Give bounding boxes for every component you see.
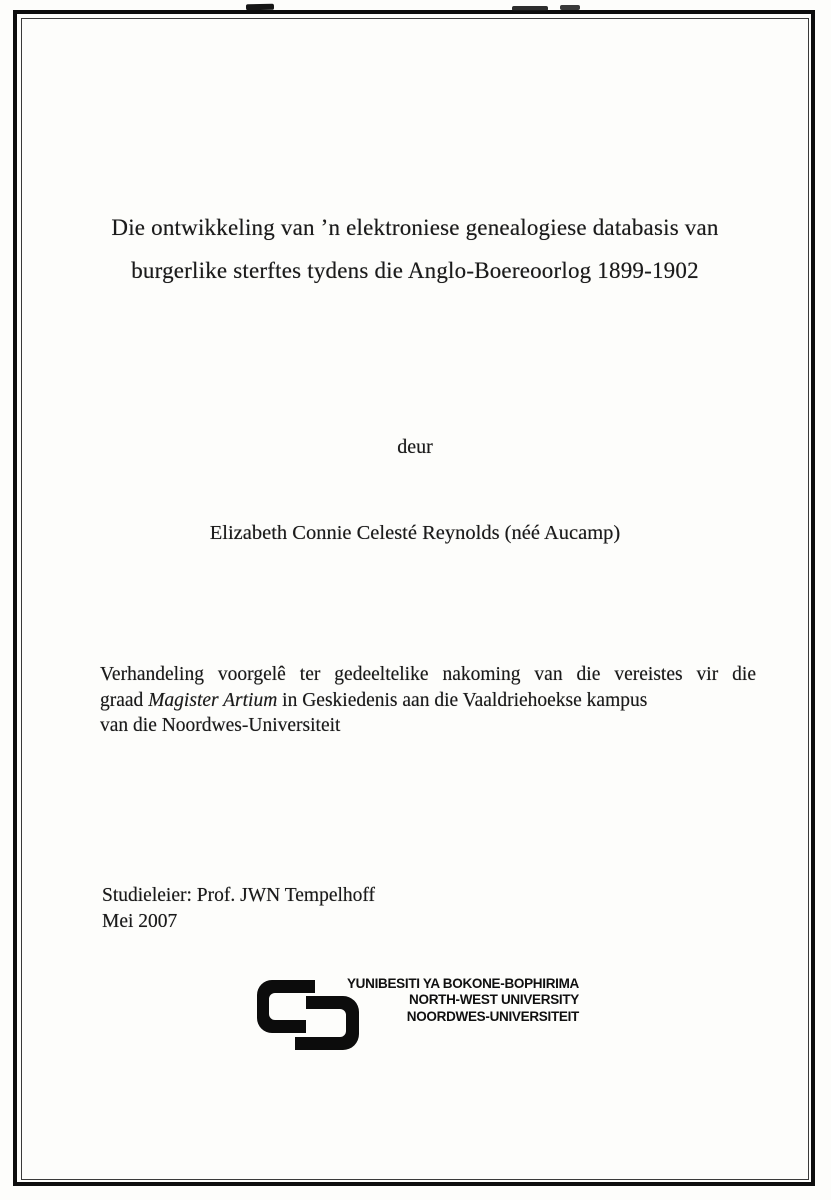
supervisor-line: Studieleier: Prof. JWN Tempelhoff bbox=[102, 885, 376, 906]
scan-artifact bbox=[560, 5, 580, 10]
thesis-title-line2: burgerlike sterftes tydens die Anglo-Boereoorlog 1899-1902 bbox=[131, 258, 699, 283]
logo-text-afrikaans: NOORDWES-UNIVERSITEIT bbox=[406, 1008, 579, 1024]
degree-statement-line2-post: in Geskiedenis aan die Vaaldriehoekse kampus bbox=[277, 689, 648, 711]
university-logo-text bbox=[331, 976, 579, 1025]
university-logo bbox=[255, 969, 585, 1055]
degree-statement-line3: van die Noordwes-Universiteit bbox=[100, 715, 341, 736]
author-name: Elizabeth Connie Celesté Reynolds (néé Aucamp) bbox=[209, 522, 621, 544]
scan-artifact bbox=[512, 6, 548, 11]
logo-text-english: NORTH-WEST UNIVERSITY bbox=[409, 992, 579, 1008]
degree-statement-line2 bbox=[100, 688, 756, 714]
date-line: Mei 2007 bbox=[102, 911, 178, 932]
degree-statement-line1: Verhandeling voorgelê ter gedeeltelike nakoming van die vereistes vir die bbox=[100, 664, 756, 685]
logo-text-setswana: YUNIBESITI YA BOKONE-BOPHIRIMA bbox=[346, 976, 579, 991]
thesis-title-line1: Die ontwikkeling van ’n elektroniese genealogiese databasis van bbox=[111, 215, 719, 240]
degree-statement-line2-pre: graad bbox=[100, 689, 149, 711]
supervisor-block bbox=[102, 883, 375, 935]
byline: deur bbox=[397, 436, 433, 458]
scan-artifact bbox=[246, 4, 274, 10]
degree-statement bbox=[100, 662, 756, 739]
thesis-title bbox=[85, 206, 745, 292]
degree-name-italic: Magister Artium bbox=[148, 689, 278, 711]
